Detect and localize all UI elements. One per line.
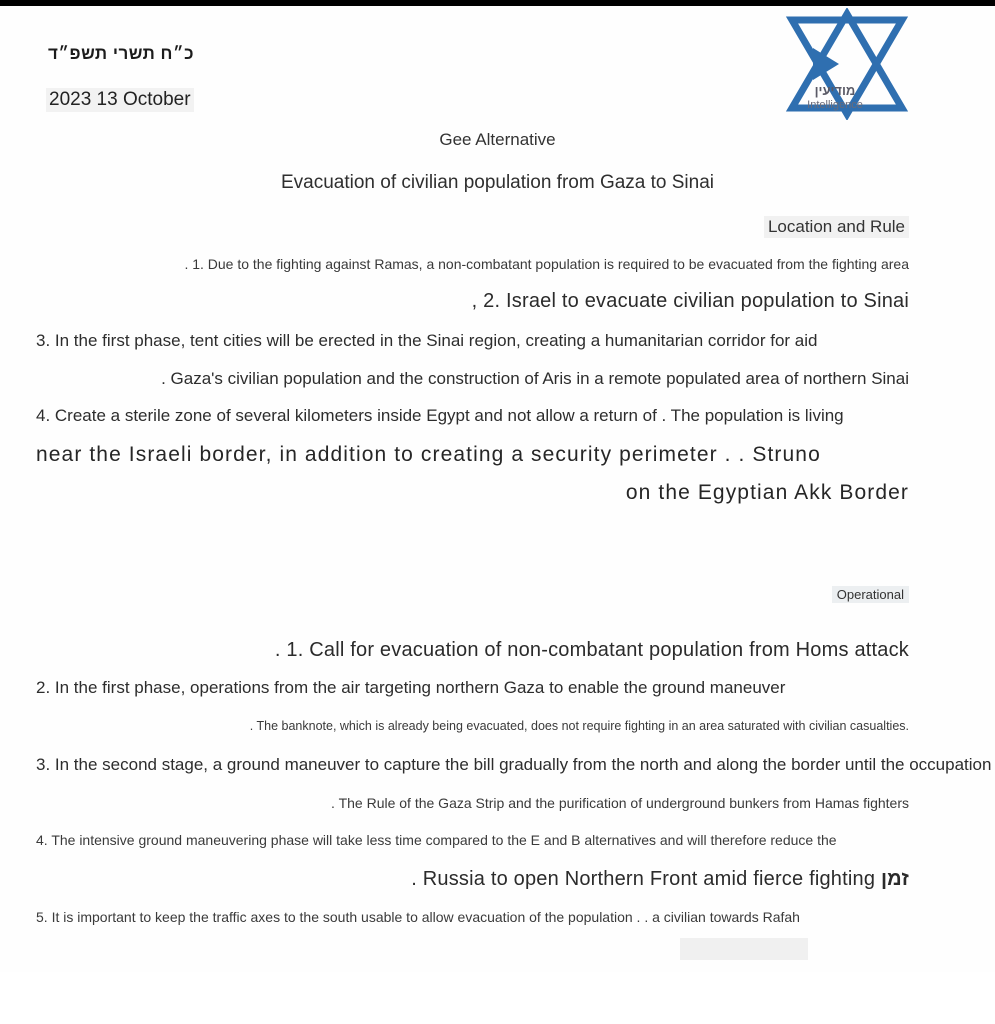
hebrew-date: כ״ח תשרי תשפ״ד [48, 44, 194, 63]
top-black-bar [0, 0, 995, 6]
section1-line-7: on the Egyptian Akk Border [625, 481, 909, 504]
document-subtitle: Evacuation of civilian population from Gaza to Sinai [280, 172, 715, 193]
section2-line-6: 4. The intensive ground maneuvering phase will take less time compared to the E and B alternatives and will therefore reduce the [36, 832, 837, 848]
section2-line-5: . The Rule of the Gaza Strip and the purification of underground bunkers from Hamas fighters [331, 795, 909, 811]
section2-line-3: . The banknote, which is already being evacuated, does not require fighting in an area saturated with civilian casualties. [249, 719, 909, 733]
section2-line-1: . 1. Call for evacuation of non-combatant population from Homs attack [274, 639, 909, 661]
section1-line-1: . 1. Due to the fighting against Ramas, a non-combatant population is required to be evacuated from the fighting area [184, 256, 909, 272]
redaction-smudge [680, 938, 808, 960]
logo-caption [787, 84, 883, 112]
english-date: 2023 13 October [46, 88, 194, 112]
logo-english-label: Intelligence [807, 98, 863, 111]
section1-line-5: 4. Create a sterile zone of several kilometers inside Egypt and not allow a return of . The population is living [36, 406, 844, 425]
section2-line-7 [411, 868, 909, 891]
section2-line-4: 3. In the second stage, a ground maneuver to capture the bill gradually from the north and along the border until the occupation [36, 755, 992, 774]
section2-inline-hebrew: זמן [880, 868, 909, 890]
document-title: Gee Alternative [439, 130, 556, 149]
section1-line-2: , 2. Israel to evacuate civilian population to Sinai [471, 290, 909, 312]
section2-line-7-text: . Russia to open Northern Front amid fierce fighting [411, 868, 881, 890]
section1-line-3: 3. In the first phase, tent cities will be erected in the Sinai region, creating a humanitarian corridor for aid [36, 331, 818, 350]
section1-line-6: near the Israeli border, in addition to creating a security perimeter . . Struno [36, 443, 821, 466]
logo-hebrew-label: מודיעין [814, 83, 856, 98]
bottom-margin [0, 972, 995, 1024]
section1-line-4: . Gaza's civilian population and the construction of Aris in a remote populated area of northern Sinai [161, 369, 909, 388]
section-heading-location-and-rule: Location and Rule [764, 216, 909, 238]
section2-line-2: 2. In the first phase, operations from the air targeting northern Gaza to enable the ground maneuver [36, 678, 786, 697]
section-heading-operational: Operational [832, 586, 909, 603]
section2-line-8: 5. It is important to keep the traffic axes to the south usable to allow evacuation of the population . . a civilian towards Rafah [36, 909, 800, 925]
